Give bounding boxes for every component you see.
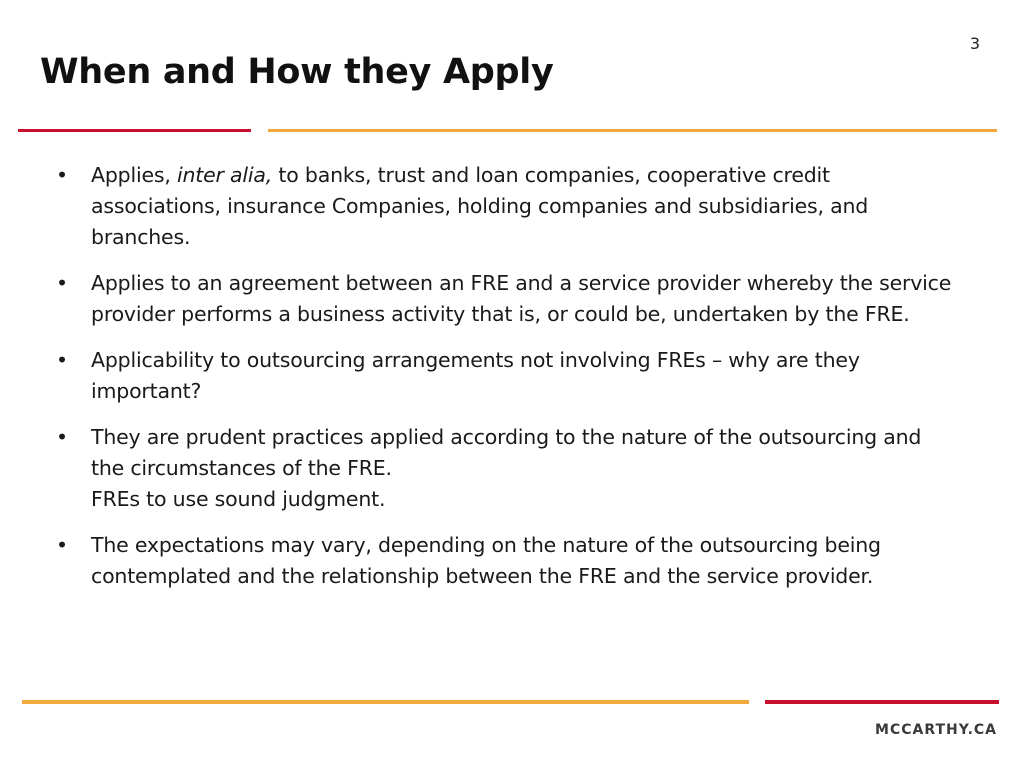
- mccarthy-logo: MCCARTHY.CA: [875, 722, 997, 738]
- bullet-text-italic: inter alia,: [176, 163, 273, 187]
- bullet-marker: •: [56, 533, 68, 557]
- bullet-item: [56, 268, 956, 330]
- bullet-item: [56, 530, 956, 592]
- title-rule-red: [18, 129, 251, 132]
- bullet-text: [91, 422, 956, 515]
- bullet-marker: •: [56, 271, 68, 295]
- title-rule-orange: [268, 129, 997, 132]
- bullet-list: [56, 160, 956, 607]
- bullet-text: Applicability to outsourcing arrangements not involving FREs – why are they important?: [91, 348, 860, 403]
- bullet-item: [56, 422, 956, 515]
- bullet-item: [56, 160, 956, 253]
- bullet-text-suffix: to banks, trust and loan companies, cooperative credit associations, insurance Companies, holding companies and subsidiaries, and branches.: [91, 163, 869, 249]
- bullet-text-prefix: Applies,: [91, 163, 177, 187]
- bullet-marker: •: [56, 163, 68, 187]
- bullet-marker: •: [56, 425, 68, 449]
- bullet-item: [56, 345, 956, 407]
- bullet-text: Applies to an agreement between an FRE and a service provider whereby the service provider performs a business activity that is, or could be, undertaken by the FRE.: [91, 271, 952, 326]
- bullet-text: [91, 160, 956, 253]
- bullet-text-line: They are prudent practices applied according to the nature of the outsourcing and the circumstances of the FRE.: [91, 425, 922, 480]
- bullet-text-line: FREs to use sound judgment.: [91, 487, 386, 511]
- footer-rule-orange: [22, 700, 749, 704]
- page-number: 3: [969, 34, 980, 53]
- footer-rule-red: [765, 700, 999, 704]
- slide-title: When and How they Apply: [40, 52, 554, 92]
- bullet-text: The expectations may vary, depending on the nature of the outsourcing being contemplated and the relationship between the FRE and the service provider.: [91, 533, 881, 588]
- bullet-marker: •: [56, 348, 68, 372]
